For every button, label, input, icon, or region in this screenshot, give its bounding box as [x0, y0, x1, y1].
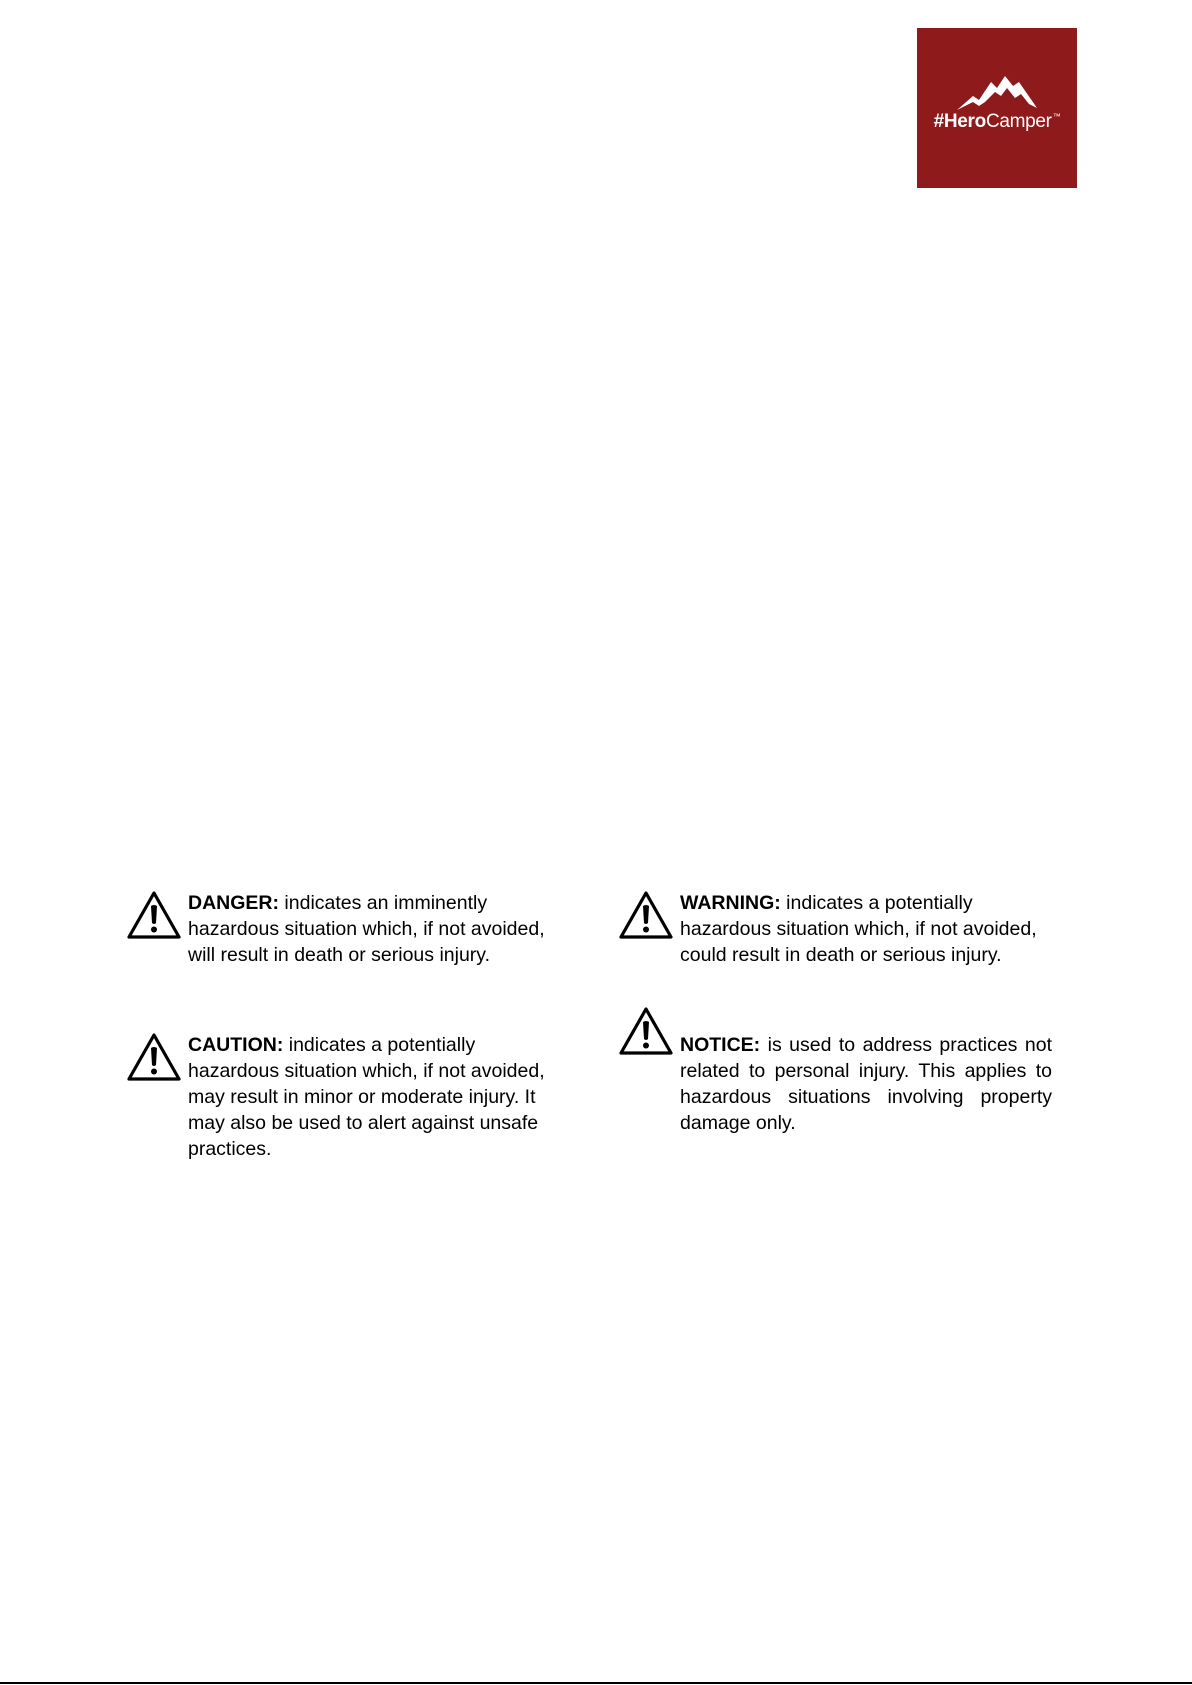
warning-triangle-icon	[618, 1006, 674, 1056]
warning-text	[680, 890, 1052, 968]
page-bottom-rule	[0, 1682, 1192, 1684]
logo-hero-text: #Hero	[933, 111, 986, 132]
warning-keyword: WARNING:	[680, 892, 781, 914]
warning-triangle-icon	[126, 1032, 182, 1082]
caution-text	[188, 1032, 560, 1162]
notice-description: is used to address practices not related to personal injury. This applies to hazardous situations involving property damage only.	[680, 1034, 1052, 1134]
caution-keyword: CAUTION:	[188, 1034, 284, 1056]
notice-text	[680, 1032, 1052, 1136]
herocamper-logo	[917, 28, 1077, 188]
caution-description: indicates a potentially hazardous situation which, if not avoided, may result in minor or moderate injury. It may also be used to alert against unsafe practices.	[188, 1034, 545, 1160]
danger-description: indicates an imminently hazardous situation which, if not avoided, will result in death or serious injury.	[188, 892, 545, 966]
logo-camper-text: Camper	[985, 111, 1052, 132]
trademark-symbol: ™	[1052, 112, 1061, 121]
logo-wordmark	[917, 110, 1077, 134]
danger-keyword: DANGER:	[188, 892, 279, 914]
notice-keyword: NOTICE:	[680, 1034, 761, 1056]
warning-triangle-icon	[618, 890, 674, 940]
warning-description: indicates a potentially hazardous situation which, if not avoided, could result in death or serious injury.	[680, 892, 1037, 966]
warning-triangle-icon	[126, 890, 182, 940]
danger-text	[188, 890, 560, 968]
